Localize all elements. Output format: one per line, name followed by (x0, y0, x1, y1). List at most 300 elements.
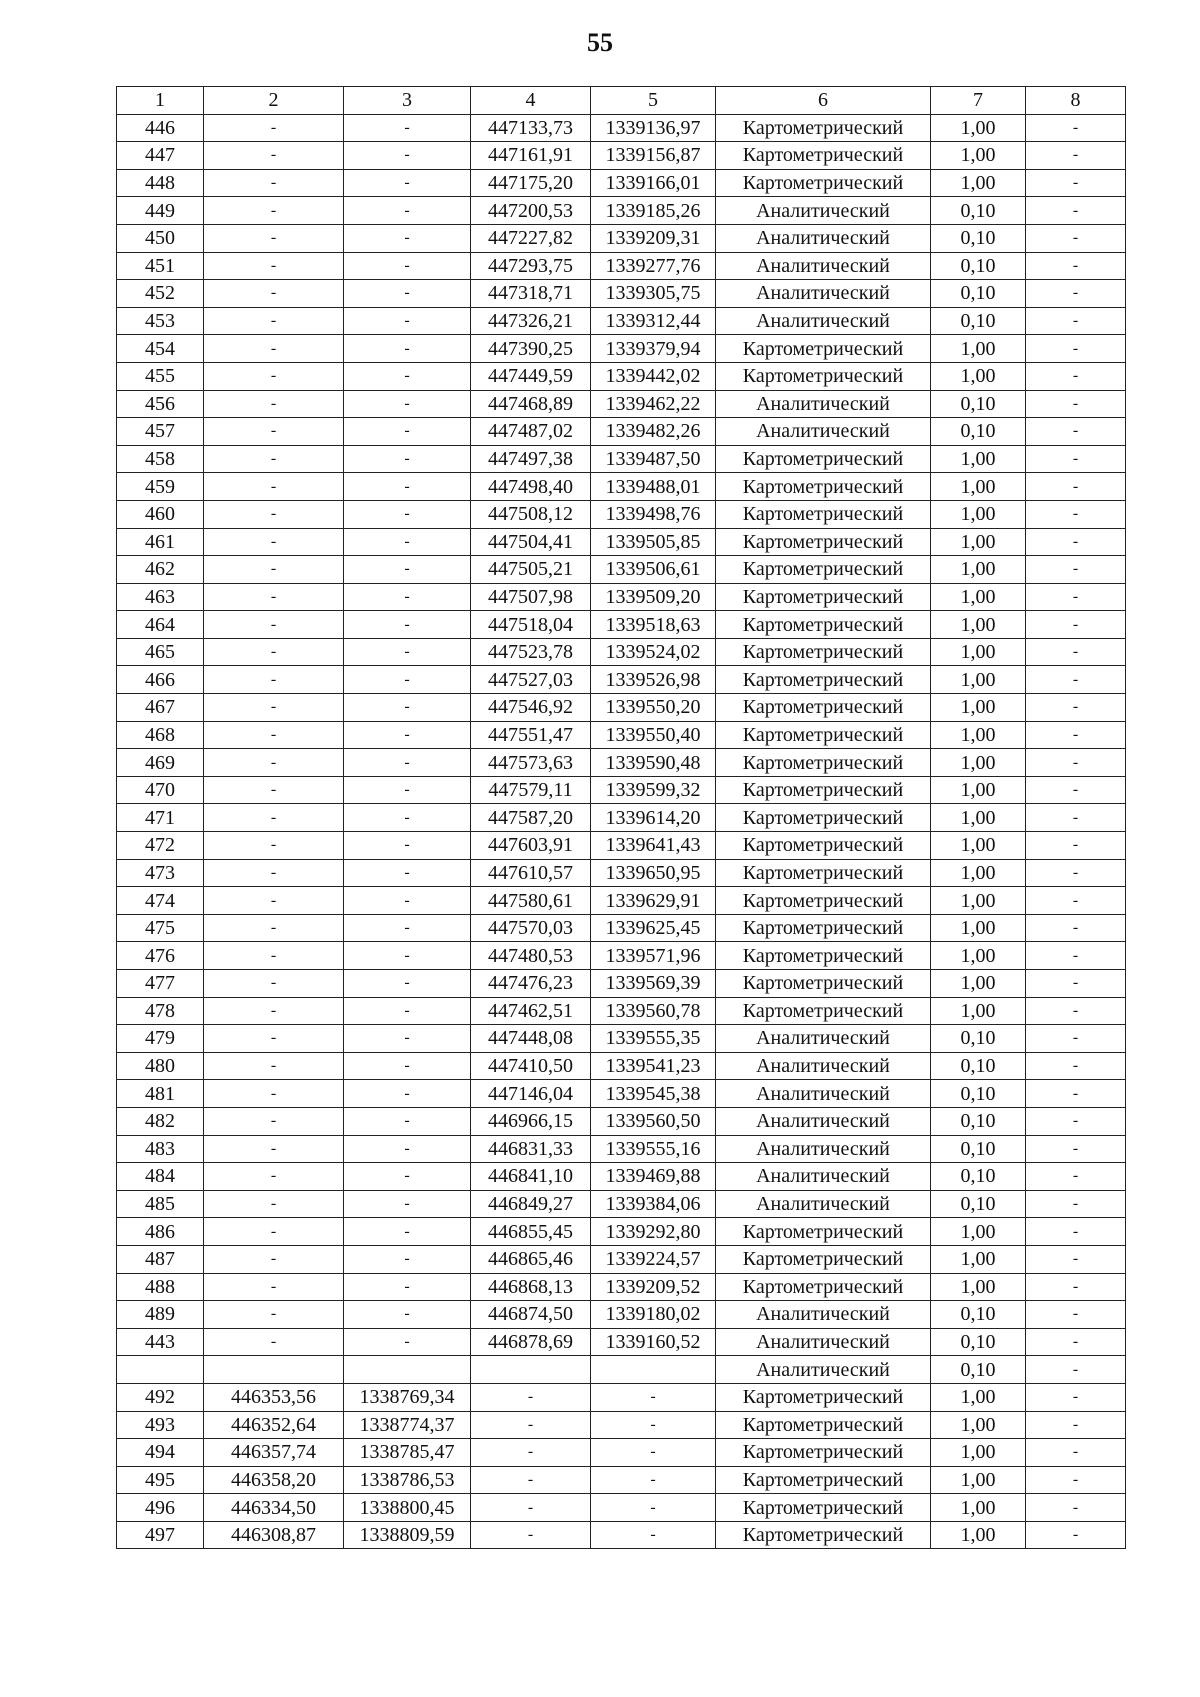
new-x-cell: - (471, 1494, 591, 1522)
accuracy-cell: 0,10 (931, 1080, 1026, 1108)
method-cell: Аналитический (716, 1301, 931, 1329)
point-number-cell: 489 (117, 1301, 204, 1329)
method-cell: Картометрический (716, 997, 931, 1025)
table-row (117, 1383, 1126, 1411)
description-cell: - (1026, 1107, 1126, 1135)
point-number-cell: 468 (117, 721, 204, 749)
point-number-cell: 448 (117, 169, 204, 197)
new-x-cell: 446966,15 (471, 1107, 591, 1135)
accuracy-cell: 0,10 (931, 1052, 1026, 1080)
method-cell: Картометрический (716, 335, 931, 363)
description-cell: - (1026, 721, 1126, 749)
table-row (117, 1273, 1126, 1301)
old-y-cell: 1338800,45 (344, 1494, 471, 1522)
new-x-cell: 446868,13 (471, 1273, 591, 1301)
method-cell: Аналитический (716, 1190, 931, 1218)
new-y-cell: 1339488,01 (591, 473, 716, 501)
description-cell: - (1026, 473, 1126, 501)
column-header: 1 (117, 87, 204, 115)
new-y-cell: 1339550,40 (591, 721, 716, 749)
table-row (117, 307, 1126, 335)
accuracy-cell: 0,10 (931, 280, 1026, 308)
point-number-cell: 488 (117, 1273, 204, 1301)
accuracy-cell: 1,00 (931, 528, 1026, 556)
new-x-cell: 447603,91 (471, 832, 591, 860)
new-x-cell: 447227,82 (471, 224, 591, 252)
description-cell: - (1026, 832, 1126, 860)
old-x-cell: - (204, 1080, 344, 1108)
old-x-cell: - (204, 252, 344, 280)
description-cell: - (1026, 307, 1126, 335)
new-x-cell: - (471, 1411, 591, 1439)
point-number-cell: 496 (117, 1494, 204, 1522)
point-number-cell: 463 (117, 583, 204, 611)
old-y-cell: - (344, 169, 471, 197)
table-row (117, 1135, 1126, 1163)
table-row (117, 1439, 1126, 1467)
description-cell: - (1026, 749, 1126, 777)
description-cell: - (1026, 1383, 1126, 1411)
old-x-cell: 446353,56 (204, 1383, 344, 1411)
column-header: 3 (344, 87, 471, 115)
new-x-cell: 447161,91 (471, 142, 591, 170)
new-x-cell: 447448,08 (471, 1025, 591, 1053)
accuracy-cell: 1,00 (931, 832, 1026, 860)
old-y-cell: - (344, 804, 471, 832)
table-row (117, 887, 1126, 915)
method-cell: Картометрический (716, 1439, 931, 1467)
point-number-cell: 472 (117, 832, 204, 860)
old-y-cell: - (344, 1135, 471, 1163)
table-row (117, 942, 1126, 970)
old-x-cell: - (204, 280, 344, 308)
point-number-cell: 482 (117, 1107, 204, 1135)
old-y-cell: - (344, 638, 471, 666)
description-cell: - (1026, 1218, 1126, 1246)
table-row (117, 335, 1126, 363)
description-cell: - (1026, 390, 1126, 418)
description-cell: - (1026, 776, 1126, 804)
new-y-cell: 1339509,20 (591, 583, 716, 611)
new-y-cell: 1339209,31 (591, 224, 716, 252)
accuracy-cell: 1,00 (931, 1273, 1026, 1301)
old-y-cell: - (344, 887, 471, 915)
point-number-cell: 452 (117, 280, 204, 308)
old-x-cell: - (204, 611, 344, 639)
method-cell: Картометрический (716, 611, 931, 639)
new-y-cell: 1339277,76 (591, 252, 716, 280)
new-y-cell: 1339185,26 (591, 197, 716, 225)
table-row (117, 721, 1126, 749)
old-y-cell: - (344, 1301, 471, 1329)
old-x-cell: 446308,87 (204, 1521, 344, 1549)
point-number-cell: 486 (117, 1218, 204, 1246)
old-x-cell (204, 1356, 344, 1384)
old-y-cell: - (344, 914, 471, 942)
point-number-cell: 449 (117, 197, 204, 225)
old-y-cell (344, 1356, 471, 1384)
new-x-cell: 447518,04 (471, 611, 591, 639)
old-y-cell: - (344, 307, 471, 335)
method-cell: Аналитический (716, 307, 931, 335)
point-number-cell: 450 (117, 224, 204, 252)
table-row (117, 1052, 1126, 1080)
method-cell: Картометрический (716, 1466, 931, 1494)
method-cell: Аналитический (716, 418, 931, 446)
table-row (117, 445, 1126, 473)
table-row (117, 1080, 1126, 1108)
point-number-cell: 458 (117, 445, 204, 473)
accuracy-cell: 0,10 (931, 418, 1026, 446)
point-number-cell: 461 (117, 528, 204, 556)
point-number-cell: 469 (117, 749, 204, 777)
accuracy-cell: 1,00 (931, 997, 1026, 1025)
old-x-cell: - (204, 997, 344, 1025)
description-cell: - (1026, 445, 1126, 473)
description-cell: - (1026, 1494, 1126, 1522)
table-row (117, 666, 1126, 694)
old-y-cell: - (344, 1080, 471, 1108)
accuracy-cell: 0,10 (931, 1301, 1026, 1329)
new-x-cell: 446841,10 (471, 1163, 591, 1191)
new-x-cell: 447390,25 (471, 335, 591, 363)
new-x-cell: 447579,11 (471, 776, 591, 804)
accuracy-cell: 1,00 (931, 500, 1026, 528)
old-y-cell: - (344, 445, 471, 473)
new-y-cell: 1339305,75 (591, 280, 716, 308)
description-cell: - (1026, 804, 1126, 832)
description-cell: - (1026, 666, 1126, 694)
point-number-cell: 478 (117, 997, 204, 1025)
accuracy-cell: 1,00 (931, 776, 1026, 804)
accuracy-cell: 1,00 (931, 1521, 1026, 1549)
old-y-cell: 1338769,34 (344, 1383, 471, 1411)
old-y-cell: - (344, 583, 471, 611)
point-number-cell: 480 (117, 1052, 204, 1080)
accuracy-cell: 1,00 (931, 1494, 1026, 1522)
old-x-cell: - (204, 914, 344, 942)
new-y-cell: 1339379,94 (591, 335, 716, 363)
new-x-cell: 447527,03 (471, 666, 591, 694)
table-row (117, 114, 1126, 142)
point-number-cell: 495 (117, 1466, 204, 1494)
description-cell: - (1026, 1080, 1126, 1108)
old-y-cell: - (344, 942, 471, 970)
table-row (117, 556, 1126, 584)
point-number-cell: 487 (117, 1245, 204, 1273)
description-cell: - (1026, 1052, 1126, 1080)
old-y-cell: - (344, 694, 471, 722)
point-number-cell: 470 (117, 776, 204, 804)
new-y-cell: 1339560,78 (591, 997, 716, 1025)
new-x-cell: 447476,23 (471, 970, 591, 998)
old-x-cell: - (204, 1245, 344, 1273)
old-x-cell: - (204, 445, 344, 473)
header-row (117, 87, 1126, 115)
table-row (117, 224, 1126, 252)
method-cell: Картометрический (716, 114, 931, 142)
new-x-cell: 447504,41 (471, 528, 591, 556)
accuracy-cell: 1,00 (931, 638, 1026, 666)
new-y-cell: 1339524,02 (591, 638, 716, 666)
new-x-cell: 446849,27 (471, 1190, 591, 1218)
accuracy-cell: 1,00 (931, 1439, 1026, 1467)
new-x-cell: 447508,12 (471, 500, 591, 528)
new-x-cell: 447487,02 (471, 418, 591, 446)
new-y-cell: 1339614,20 (591, 804, 716, 832)
old-x-cell: - (204, 1025, 344, 1053)
accuracy-cell: 1,00 (931, 583, 1026, 611)
old-y-cell: - (344, 1052, 471, 1080)
accuracy-cell: 1,00 (931, 1218, 1026, 1246)
new-x-cell: 447326,21 (471, 307, 591, 335)
method-cell: Картометрический (716, 914, 931, 942)
table-row (117, 142, 1126, 170)
point-number-cell: 466 (117, 666, 204, 694)
table-row (117, 1411, 1126, 1439)
accuracy-cell: 1,00 (931, 1383, 1026, 1411)
new-y-cell: 1339487,50 (591, 445, 716, 473)
new-x-cell: 447462,51 (471, 997, 591, 1025)
accuracy-cell: 0,10 (931, 1135, 1026, 1163)
old-y-cell: - (344, 500, 471, 528)
method-cell: Картометрический (716, 832, 931, 860)
new-x-cell: 447480,53 (471, 942, 591, 970)
table-row (117, 169, 1126, 197)
method-cell: Картометрический (716, 1245, 931, 1273)
method-cell: Картометрический (716, 942, 931, 970)
method-cell: Аналитический (716, 252, 931, 280)
description-cell: - (1026, 859, 1126, 887)
method-cell: Аналитический (716, 1107, 931, 1135)
description-cell: - (1026, 224, 1126, 252)
description-cell: - (1026, 1273, 1126, 1301)
old-y-cell: - (344, 666, 471, 694)
accuracy-cell: 0,10 (931, 1190, 1026, 1218)
point-number-cell: 475 (117, 914, 204, 942)
new-x-cell: 446878,69 (471, 1328, 591, 1356)
new-y-cell: 1339590,48 (591, 749, 716, 777)
point-number-cell: 493 (117, 1411, 204, 1439)
new-y-cell: 1339650,95 (591, 859, 716, 887)
table-row (117, 500, 1126, 528)
point-number-cell: 467 (117, 694, 204, 722)
method-cell: Картометрический (716, 500, 931, 528)
method-cell: Картометрический (716, 776, 931, 804)
new-y-cell: 1339625,45 (591, 914, 716, 942)
method-cell: Аналитический (716, 1163, 931, 1191)
old-x-cell: - (204, 970, 344, 998)
accuracy-cell: 1,00 (931, 169, 1026, 197)
point-number-cell: 471 (117, 804, 204, 832)
old-y-cell: - (344, 1273, 471, 1301)
new-y-cell: 1339292,80 (591, 1218, 716, 1246)
column-header: 7 (931, 87, 1026, 115)
table-row (117, 197, 1126, 225)
point-number-cell: 447 (117, 142, 204, 170)
table-row (117, 749, 1126, 777)
new-y-cell: - (591, 1383, 716, 1411)
old-y-cell: - (344, 970, 471, 998)
new-y-cell: 1339384,06 (591, 1190, 716, 1218)
point-number-cell: 455 (117, 362, 204, 390)
new-x-cell: 447523,78 (471, 638, 591, 666)
old-x-cell: - (204, 114, 344, 142)
old-y-cell: - (344, 197, 471, 225)
table-row (117, 1328, 1126, 1356)
column-header: 2 (204, 87, 344, 115)
accuracy-cell: 1,00 (931, 611, 1026, 639)
accuracy-cell: 1,00 (931, 335, 1026, 363)
accuracy-cell: 1,00 (931, 970, 1026, 998)
table-row (117, 970, 1126, 998)
method-cell: Картометрический (716, 721, 931, 749)
method-cell: Картометрический (716, 970, 931, 998)
old-y-cell: - (344, 224, 471, 252)
description-cell: - (1026, 197, 1126, 225)
table-row (117, 418, 1126, 446)
new-x-cell: 447293,75 (471, 252, 591, 280)
table-row (117, 1301, 1126, 1329)
old-x-cell: - (204, 473, 344, 501)
old-y-cell: - (344, 114, 471, 142)
old-y-cell: - (344, 252, 471, 280)
old-x-cell: - (204, 197, 344, 225)
new-y-cell: - (591, 1466, 716, 1494)
point-number-cell: 484 (117, 1163, 204, 1191)
method-cell: Картометрический (716, 666, 931, 694)
new-y-cell: 1339469,88 (591, 1163, 716, 1191)
old-y-cell: - (344, 1190, 471, 1218)
old-y-cell: - (344, 859, 471, 887)
new-x-cell: 447318,71 (471, 280, 591, 308)
method-cell: Картометрический (716, 169, 931, 197)
table-row (117, 638, 1126, 666)
accuracy-cell: 0,10 (931, 390, 1026, 418)
method-cell: Картометрический (716, 1218, 931, 1246)
method-cell: Картометрический (716, 445, 931, 473)
old-x-cell: - (204, 776, 344, 804)
old-y-cell: 1338809,59 (344, 1521, 471, 1549)
accuracy-cell: 1,00 (931, 694, 1026, 722)
old-y-cell: - (344, 611, 471, 639)
old-y-cell: - (344, 418, 471, 446)
old-x-cell: - (204, 804, 344, 832)
new-x-cell: 447587,20 (471, 804, 591, 832)
description-cell: - (1026, 942, 1126, 970)
old-x-cell: - (204, 638, 344, 666)
description-cell: - (1026, 638, 1126, 666)
description-cell: - (1026, 1466, 1126, 1494)
old-x-cell: - (204, 1190, 344, 1218)
description-cell: - (1026, 1328, 1126, 1356)
old-x-cell: - (204, 556, 344, 584)
table-row (117, 390, 1126, 418)
table-row (117, 776, 1126, 804)
method-cell: Картометрический (716, 1521, 931, 1549)
table-row (117, 362, 1126, 390)
point-number-cell: 454 (117, 335, 204, 363)
new-x-cell (471, 1356, 591, 1384)
new-x-cell: 447610,57 (471, 859, 591, 887)
new-x-cell: - (471, 1466, 591, 1494)
point-number-cell: 462 (117, 556, 204, 584)
new-x-cell: 447410,50 (471, 1052, 591, 1080)
new-x-cell: - (471, 1521, 591, 1549)
point-number-cell: 479 (117, 1025, 204, 1053)
method-cell: Аналитический (716, 1080, 931, 1108)
description-cell: - (1026, 142, 1126, 170)
new-x-cell: 447573,63 (471, 749, 591, 777)
new-y-cell: 1339505,85 (591, 528, 716, 556)
table-row (117, 252, 1126, 280)
description-cell: - (1026, 252, 1126, 280)
new-x-cell: 447468,89 (471, 390, 591, 418)
new-y-cell: 1339541,23 (591, 1052, 716, 1080)
description-cell: - (1026, 1163, 1126, 1191)
method-cell: Аналитический (716, 1025, 931, 1053)
method-cell: Картометрический (716, 583, 931, 611)
old-x-cell: - (204, 942, 344, 970)
new-y-cell: 1339312,44 (591, 307, 716, 335)
old-y-cell: - (344, 528, 471, 556)
accuracy-cell: 0,10 (931, 252, 1026, 280)
method-cell: Аналитический (716, 1356, 931, 1384)
description-cell: - (1026, 583, 1126, 611)
accuracy-cell: 1,00 (931, 804, 1026, 832)
new-y-cell: 1339166,01 (591, 169, 716, 197)
accuracy-cell: 1,00 (931, 1411, 1026, 1439)
method-cell: Аналитический (716, 1135, 931, 1163)
new-x-cell: 447498,40 (471, 473, 591, 501)
point-number-cell: 474 (117, 887, 204, 915)
point-number-cell: 497 (117, 1521, 204, 1549)
description-cell: - (1026, 335, 1126, 363)
old-x-cell: - (204, 1273, 344, 1301)
description-cell: - (1026, 1356, 1126, 1384)
column-header: 4 (471, 87, 591, 115)
old-y-cell: - (344, 335, 471, 363)
new-x-cell: - (471, 1439, 591, 1467)
new-x-cell: 447580,61 (471, 887, 591, 915)
new-y-cell: 1339498,76 (591, 500, 716, 528)
new-y-cell: 1339506,61 (591, 556, 716, 584)
new-x-cell: 447551,47 (471, 721, 591, 749)
new-x-cell: - (471, 1383, 591, 1411)
column-header: 6 (716, 87, 931, 115)
old-y-cell: - (344, 1163, 471, 1191)
accuracy-cell: 1,00 (931, 859, 1026, 887)
new-y-cell: 1339641,43 (591, 832, 716, 860)
new-x-cell: 446831,33 (471, 1135, 591, 1163)
new-y-cell: 1339209,52 (591, 1273, 716, 1301)
method-cell: Картометрический (716, 638, 931, 666)
old-x-cell: - (204, 528, 344, 556)
accuracy-cell: 1,00 (931, 887, 1026, 915)
old-x-cell: - (204, 1135, 344, 1163)
old-x-cell: - (204, 390, 344, 418)
table-row (117, 997, 1126, 1025)
description-cell: - (1026, 1025, 1126, 1053)
old-x-cell: - (204, 887, 344, 915)
old-y-cell: - (344, 142, 471, 170)
table-row (117, 473, 1126, 501)
accuracy-cell: 1,00 (931, 362, 1026, 390)
new-x-cell: 446865,46 (471, 1245, 591, 1273)
method-cell: Картометрический (716, 859, 931, 887)
old-x-cell: - (204, 721, 344, 749)
table-row (117, 914, 1126, 942)
